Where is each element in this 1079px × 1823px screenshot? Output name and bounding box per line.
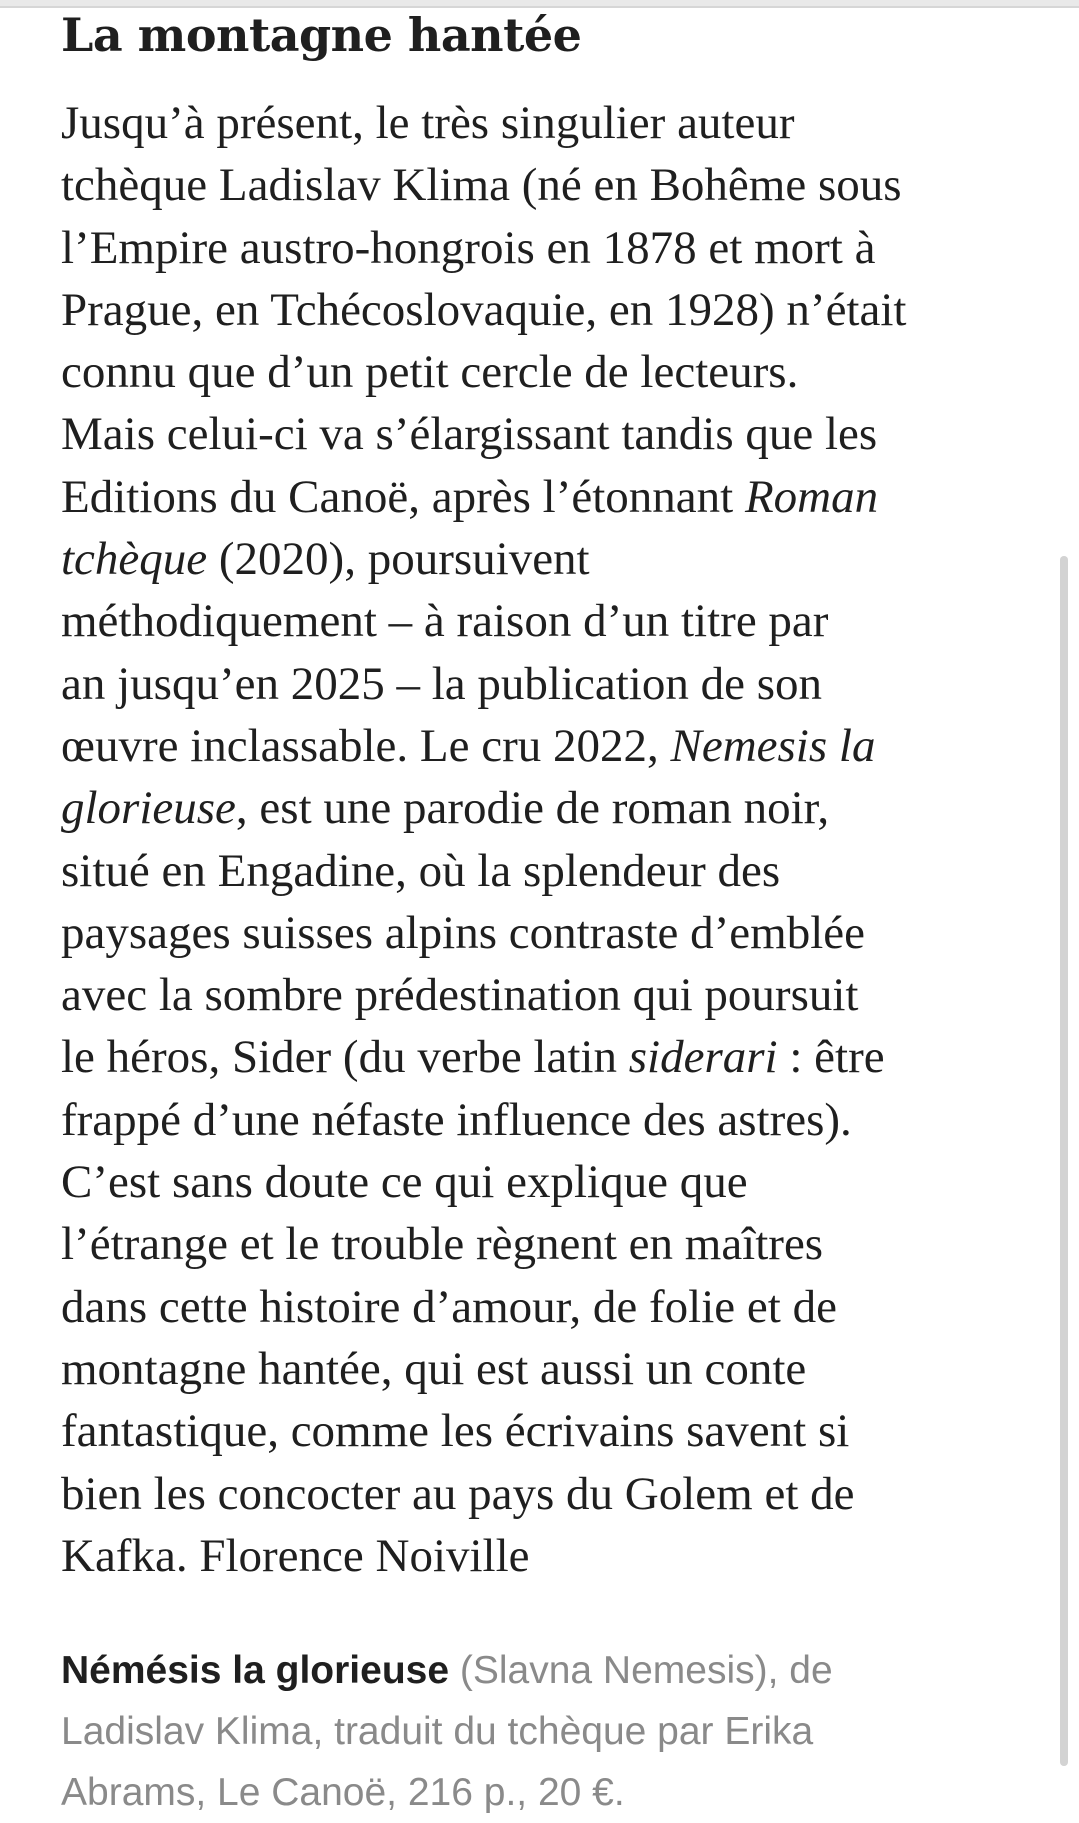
italic-title: glorieuse [61, 782, 236, 835]
body-line: Kafka. Florence Noiville [61, 1529, 530, 1582]
body-line: avec la sombre prédestination qui poursuit [61, 969, 859, 1022]
body-line: frappé d’une néfaste influence des astres). [61, 1093, 852, 1146]
article-body [61, 92, 1021, 1587]
body-line: dans cette histoire d’amour, de folie et de [61, 1280, 837, 1333]
body-line: tchèque (2020), poursuivent [61, 533, 590, 586]
body-line: tchèque Ladislav Klima (né en Bohême sous [61, 159, 902, 212]
body-line: méthodiquement – à raison d’un titre par [61, 595, 829, 648]
body-line: situé en Engadine, où la splendeur des [61, 844, 781, 897]
vertical-scrollbar[interactable] [1060, 556, 1068, 1766]
body-line: Editions du Canoë, après l’étonnant Roman [61, 470, 879, 523]
book-title: Némésis la glorieuse [61, 1649, 450, 1692]
body-line: l’Empire austro-hongrois en 1878 et mort à [61, 221, 876, 274]
body-line: Mais celui-ci va s’élargissant tandis que les [61, 408, 878, 461]
italic-title: tchèque [61, 533, 208, 586]
italic-title: Nemesis la [670, 719, 876, 772]
body-line: an jusqu’en 2025 – la publication de son [61, 657, 822, 710]
body-line: paysages suisses alpins contraste d’emblée [61, 906, 866, 959]
book-reference-line: Abrams, Le Canoë, 216 p., 20 €. [61, 1771, 625, 1814]
body-line: l’étrange et le trouble règnent en maîtres [61, 1218, 824, 1271]
body-line: Prague, en Tchécoslovaquie, en 1928) n’était [61, 283, 907, 336]
book-reference [61, 1640, 1021, 1823]
book-reference-line: Némésis la glorieuse (Slavna Nemesis), de [61, 1649, 833, 1692]
body-line: bien les concocter au pays du Golem et de [61, 1467, 855, 1520]
body-line: connu que d’un petit cercle de lecteurs. [61, 346, 799, 399]
body-line: le héros, Sider (du verbe latin siderari : être [61, 1031, 885, 1084]
article-headline: La montagne hantée [61, 8, 582, 62]
italic-word: siderari [628, 1031, 778, 1084]
body-line: montagne hantée, qui est aussi un conte [61, 1342, 807, 1395]
scrollbar-thumb[interactable] [1060, 556, 1068, 1766]
italic-title: Roman [744, 470, 879, 523]
body-line: glorieuse, est une parodie de roman noir, [61, 782, 830, 835]
book-reference-line: Ladislav Klima, traduit du tchèque par Erika [61, 1710, 814, 1753]
body-line: œuvre inclassable. Le cru 2022, Nemesis la [61, 719, 876, 772]
article [61, 6, 1021, 1587]
body-line: Jusqu’à présent, le très singulier auteur [61, 97, 795, 149]
body-line: fantastique, comme les écrivains savent si [61, 1405, 850, 1458]
body-line: C’est sans doute ce qui explique que [61, 1156, 748, 1209]
